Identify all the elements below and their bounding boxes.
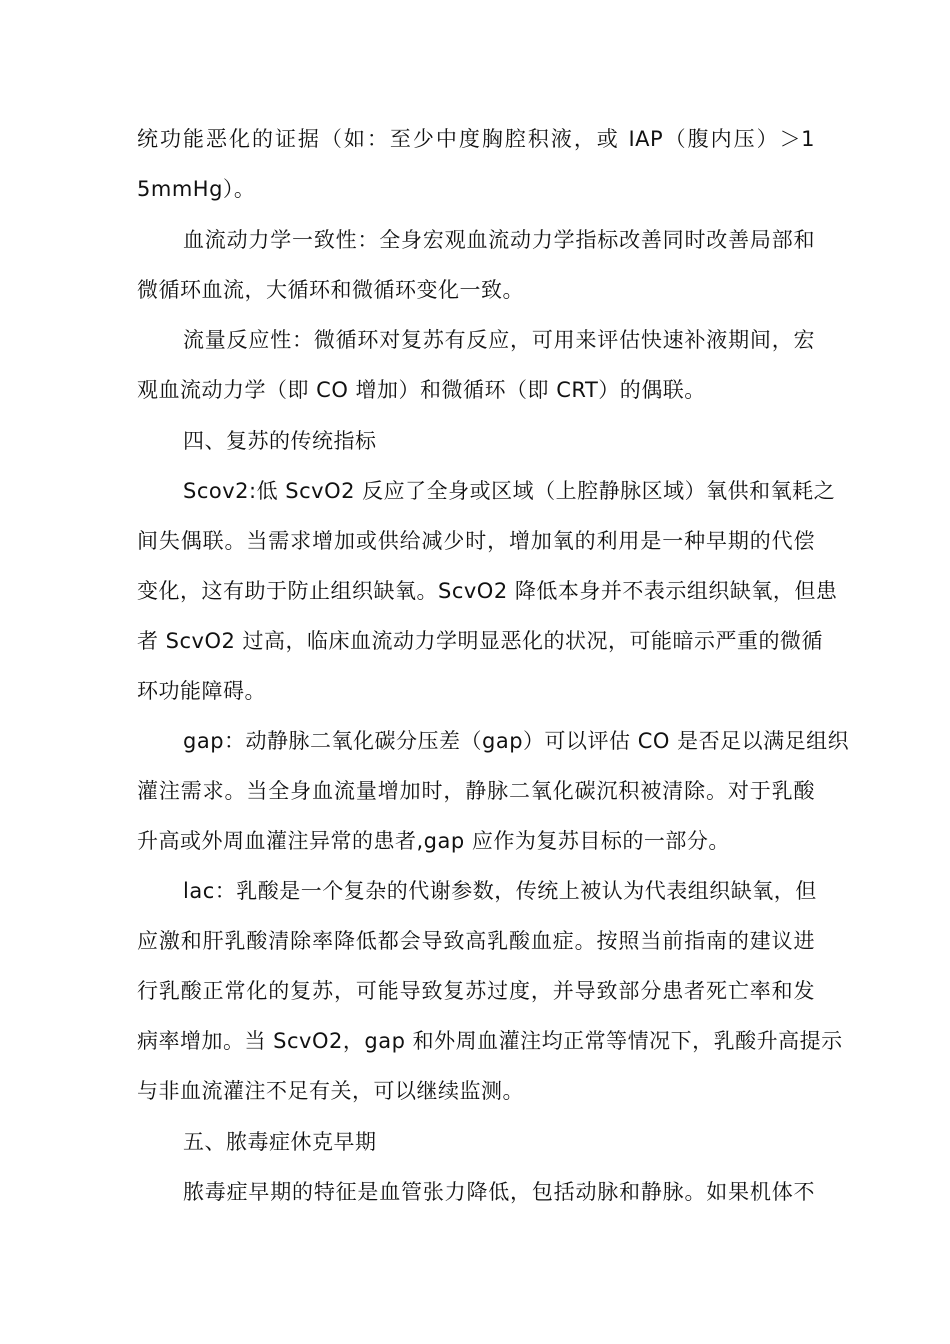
text-line: 统功能恶化的证据（如：至少中度胸腔积液，或 IAP（腹内压）＞1: [137, 127, 815, 151]
text-line: 变化，这有助于防止组织缺氧。ScvO2 降低本身并不表示组织缺氧，但患: [137, 579, 838, 603]
paragraph-lactate: lac：乳酸是一个复杂的代谢参数，传统上被认为代表组织缺氧，但: [183, 879, 817, 903]
text-line: 升高或外周血灌注异常的患者,gap 应作为复苏目标的一部分。: [137, 829, 730, 853]
section-heading-early-septic-shock: 五、脓毒症休克早期: [183, 1130, 377, 1154]
text-line: 间失偶联。当需求增加或供给减少时，增加氧的利用是一种早期的代偿: [137, 529, 815, 553]
text-line: 灌注需求。当全身血流量增加时，静脉二氧化碳沉积被清除。对于乳酸: [137, 779, 815, 803]
text-line: 病率增加。当 ScvO2，gap 和外周血灌注均正常等情况下，乳酸升高提示: [137, 1029, 843, 1053]
text-line: 环功能障碍。: [137, 679, 266, 703]
paragraph-early-sepsis: 脓毒症早期的特征是血管张力降低，包括动脉和静脉。如果机体不: [183, 1180, 815, 1204]
text-line: 微循环血流，大循环和微循环变化一致。: [137, 278, 524, 302]
paragraph-scvo2: Scov2:低 ScvO2 反应了全身或区域（上腔静脉区域）氧供和氧耗之: [183, 479, 836, 503]
text-line: 与非血流灌注不足有关，可以继续监测。: [137, 1079, 524, 1103]
text-line: 应激和肝乳酸清除率降低都会导致高乳酸血症。按照当前指南的建议进: [137, 929, 815, 953]
text-line: 观血流动力学（即 CO 增加）和微循环（即 CRT）的偶联。: [137, 378, 706, 402]
text-line: 行乳酸正常化的复苏，可能导致复苏过度，并导致部分患者死亡率和发: [137, 979, 815, 1003]
paragraph-hemodynamic-consistency: 血流动力学一致性：全身宏观血流动力学指标改善同时改善局部和: [183, 228, 815, 252]
paragraph-flow-responsiveness: 流量反应性：微循环对复苏有反应，可用来评估快速补液期间，宏: [183, 328, 815, 352]
section-heading-traditional-indicators: 四、复苏的传统指标: [183, 429, 377, 453]
text-line: 者 ScvO2 过高，临床血流动力学明显恶化的状况，可能暗示严重的微循: [137, 629, 824, 653]
text-line: 5mmHg）。: [137, 177, 256, 201]
paragraph-gap: gap：动静脉二氧化碳分压差（gap）可以评估 CO 是否足以满足组织: [183, 729, 850, 753]
